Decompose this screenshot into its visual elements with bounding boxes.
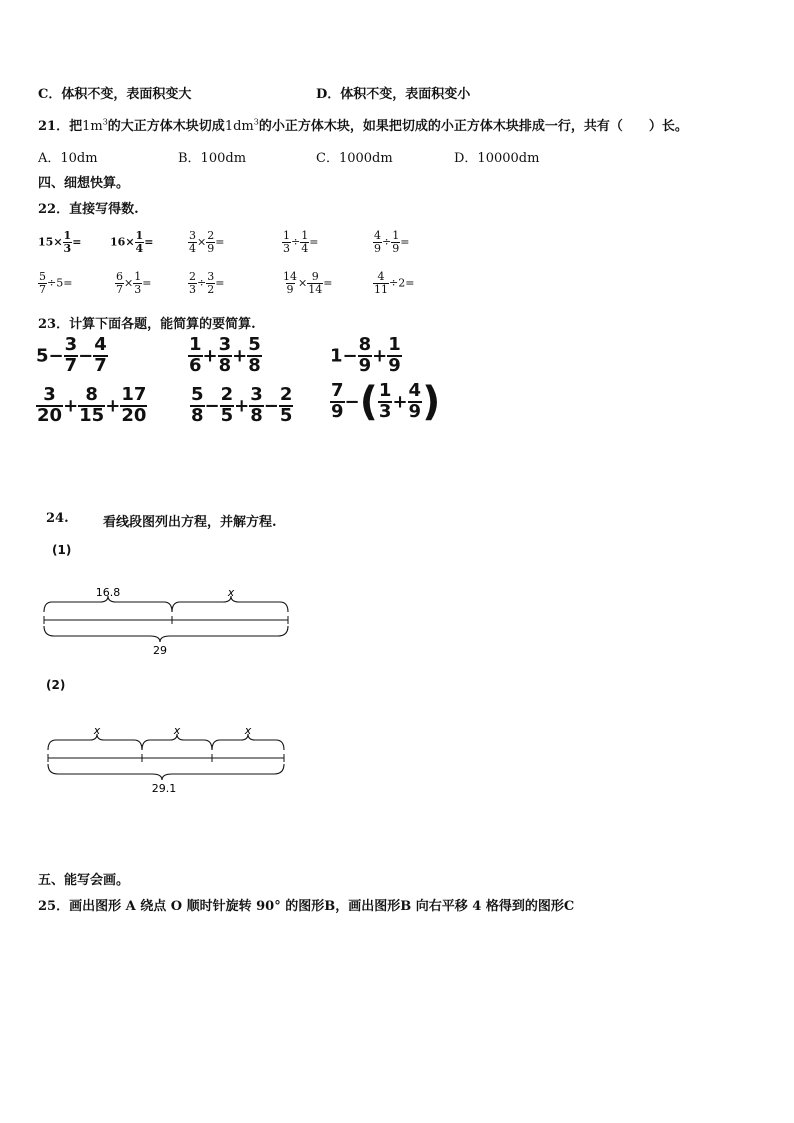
line-segment-diagram-1	[38, 580, 298, 660]
q23-expression-4: $\frac{3}{20}$ + $\frac{8}{15}$ + $\frac{17}{20}$	[37, 384, 147, 426]
q22-item-7: $\frac{6}{7}$ × $\frac{1}{3}$ =	[116, 270, 152, 296]
q23-title: 23．计算下面各题，能简算的要简算.	[38, 317, 256, 332]
q23-expression-2: $\frac{1}{6}$ + $\frac{3}{8}$ + $\frac{5}{8}$	[189, 334, 261, 376]
diagram2-top-brace-3	[212, 734, 284, 750]
q24-title: 看线段图列出方程，并解方程.	[103, 515, 277, 530]
q21-option-a: A．10dm	[38, 151, 98, 166]
q21-stem	[38, 115, 688, 134]
q20-option-c: C．体积不变，表面积变大	[38, 87, 192, 102]
diagram2-top-brace-2	[142, 734, 212, 750]
diagram1-bottom-brace	[44, 626, 288, 642]
diagram1-top-label-2: x	[227, 586, 235, 599]
q21-middle: 的大正方体木块切成	[107, 119, 225, 134]
q22-item-3: $\frac{3}{4}$ × $\frac{2}{9}$ =	[189, 229, 225, 255]
q23-expression-6: $\frac{7}{9}$ −( $\frac{1}{3}$ + $\frac{4}{9}$ )	[331, 379, 441, 425]
q22-item-6: $\frac{5}{7}$ ÷5=	[39, 270, 73, 296]
diagram2-top-label-3: x	[244, 724, 252, 737]
q22-item-1: 15× $\frac{1}{3}$ =	[38, 229, 82, 255]
q23-expression-3: 1− $\frac{8}{9}$ + $\frac{1}{9}$	[330, 334, 401, 376]
q22-item-4: $\frac{1}{3}$ ÷ $\frac{1}{4}$ =	[283, 229, 319, 255]
q22-item-5: $\frac{4}{9}$ ÷ $\frac{1}{9}$ =	[374, 229, 410, 255]
q24-number: 24.	[46, 511, 69, 526]
q24-part2-label: (2)	[46, 678, 66, 692]
q20-option-d: D．体积不变，表面积变小	[316, 87, 471, 102]
q21-option-c: C．1000dm	[316, 151, 393, 166]
q22-item-10: $\frac{4}{11}$ ÷2=	[374, 270, 415, 296]
diagram1-bottom-label: 29	[153, 644, 167, 657]
diagram2-bottom-label: 29.1	[151, 782, 177, 795]
q24-part1-label: (1)	[52, 543, 72, 557]
q22-item-9: $\frac{14}{9}$ × $\frac{9}{14}$ =	[283, 270, 333, 296]
section-5-heading: 五、能写会画。	[38, 873, 130, 888]
q21-sup2: 3	[253, 117, 259, 127]
diagram2-top-label-2: x	[173, 724, 181, 737]
diagram2-top-label-1: x	[93, 724, 101, 737]
q22-item-8: $\frac{2}{3}$ ÷ $\frac{3}{2}$ =	[189, 270, 225, 296]
q25-text: 25．画出图形 A 绕点 O 顺时针旋转 90° 的图形B，画出图形B 向右平移 4 格得到的图形C	[38, 899, 575, 914]
diagram1-top-brace-2	[172, 596, 288, 612]
q22-item-2: 16× $\frac{1}{4}$ =	[110, 229, 154, 255]
q21-option-b: B．100dm	[178, 151, 247, 166]
q21-prefix: 21．把	[38, 119, 83, 134]
q21-unit1: 1m	[82, 119, 103, 134]
diagram2-bottom-brace	[48, 764, 284, 780]
q23-expression-1: 5− $\frac{3}{7}$ − $\frac{4}{7}$	[36, 334, 107, 376]
diagram1-top-label-1: 16.8	[95, 586, 121, 599]
diagram1-top-brace-1	[44, 596, 172, 612]
line-segment-diagram-2	[40, 720, 296, 800]
q23-expression-5: $\frac{5}{8}$ − $\frac{2}{5}$ + $\frac{3}{8}$ − $\frac{2}{5}$	[191, 384, 293, 426]
q21-unit2: 1dm	[224, 119, 254, 134]
q21-sup1: 3	[102, 117, 108, 127]
q21-option-d: D．10000dm	[454, 151, 540, 166]
q21-suffix: 的小正方体木块，如果把切成的小正方体木块排成一行，共有（ ）长。	[258, 119, 688, 134]
section-4-heading: 四、细想快算。	[38, 176, 130, 191]
q22-title: 22．直接写得数.	[38, 202, 139, 217]
